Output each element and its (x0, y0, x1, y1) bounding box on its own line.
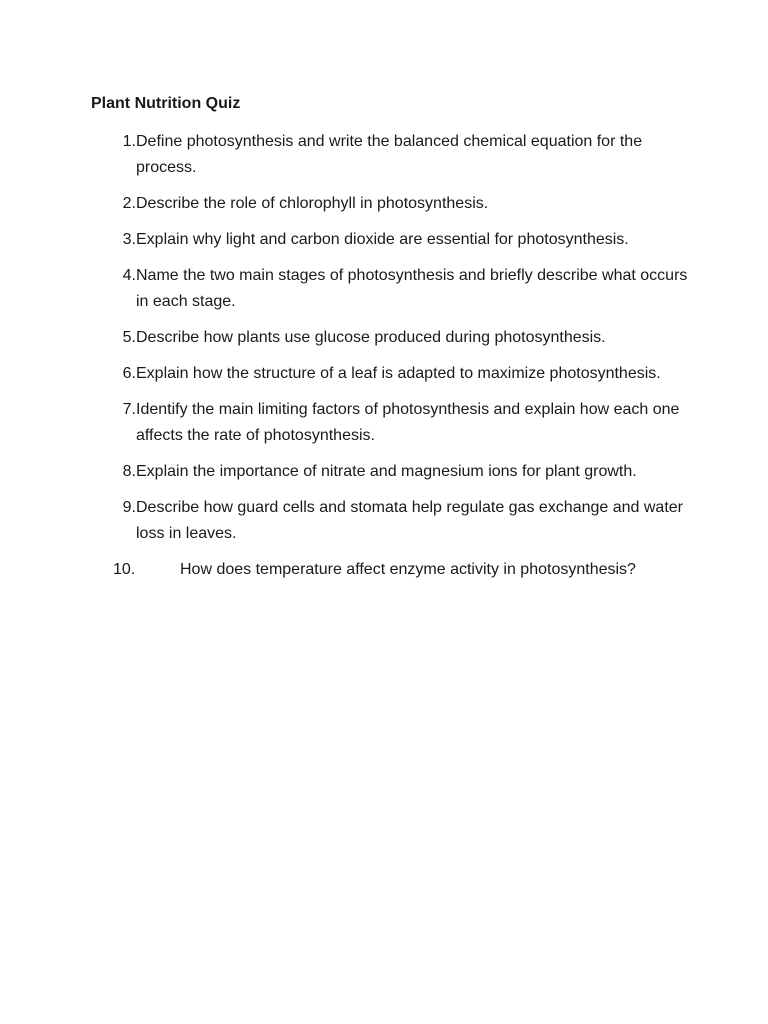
question-text: How does temperature affect enzyme activity in photosynthesis? (180, 561, 636, 578)
question-text: Define photosynthesis and write the balanced chemical equation for the process. (136, 133, 643, 176)
question-number: 3. (122, 231, 136, 248)
question-text: Identify the main limiting factors of photosynthesis and explain how each one affects the rate of photosynthesis. (136, 401, 680, 444)
list-item (91, 397, 691, 449)
list-item (91, 191, 691, 217)
question-text: Describe how guard cells and stomata help regulate gas exchange and water loss in leaves. (136, 499, 683, 542)
question-number: 6. (122, 365, 136, 382)
list-item (91, 129, 691, 181)
question-number: 9. (122, 499, 136, 516)
question-text: Name the two main stages of photosynthesis and briefly describe what occurs in each stage. (136, 267, 688, 310)
question-text: Describe how plants use glucose produced during photosynthesis. (136, 329, 606, 346)
list-item (91, 361, 691, 387)
question-text: Describe the role of chlorophyll in photosynthesis. (136, 195, 489, 212)
list-item (91, 263, 691, 315)
list-item (91, 325, 691, 351)
list-item (91, 227, 691, 253)
question-text: Explain why light and carbon dioxide are essential for photosynthesis. (136, 231, 629, 248)
list-item (91, 459, 691, 485)
question-list (91, 129, 691, 593)
question-number: 1. (122, 133, 136, 150)
question-number: 7. (122, 401, 136, 418)
question-number: 8. (122, 463, 136, 480)
list-item (91, 557, 691, 583)
list-item (91, 495, 691, 547)
question-number: 10. (113, 561, 136, 578)
page-title: Plant Nutrition Quiz (91, 95, 241, 112)
question-number: 2. (122, 195, 136, 212)
question-text: Explain how the structure of a leaf is adapted to maximize photosynthesis. (136, 365, 661, 382)
question-number: 5. (122, 329, 136, 346)
question-text: Explain the importance of nitrate and magnesium ions for plant growth. (136, 463, 637, 480)
question-number: 4. (122, 267, 136, 284)
